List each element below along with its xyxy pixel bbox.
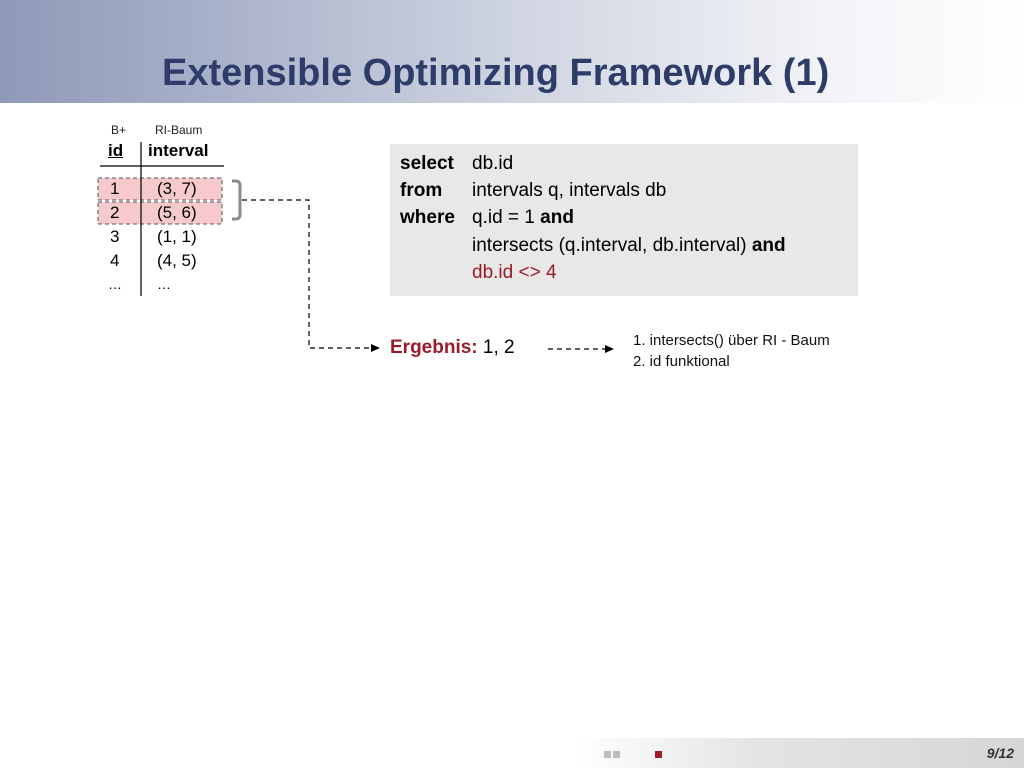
sql-from-line: [400, 180, 666, 202]
nav-dot-active-icon[interactable]: [655, 751, 662, 758]
select-value: db.id: [472, 153, 514, 174]
where-keyword: where: [400, 207, 455, 228]
notes-list: [633, 330, 830, 372]
index-label-bplus: B+: [111, 123, 127, 137]
sql-intersects-line: [472, 235, 786, 257]
page-number: 9/12: [986, 745, 1014, 761]
and-keyword-2: and: [751, 235, 786, 256]
from-value: intervals q, intervals db: [472, 180, 667, 201]
row-1-id: 1: [110, 179, 120, 198]
result-text: [390, 337, 515, 359]
result-label: Ergebnis:: [390, 337, 478, 358]
sql-select-line: [400, 153, 513, 175]
note-item: 2. id funktional: [633, 353, 730, 370]
row-1-interval: (3, 7): [157, 179, 197, 198]
row-4-interval: (4, 5): [157, 251, 197, 270]
row-2-id: 2: [110, 203, 120, 222]
sql-id-condition: db.id <> 4: [472, 262, 557, 283]
bracket-icon: [232, 181, 240, 219]
connector-to-result: [242, 200, 372, 348]
row-4-id: 4: [110, 251, 120, 270]
row-more-id: …: [108, 276, 122, 292]
where-value: q.id = 1: [472, 207, 535, 228]
sql-where-line: [400, 207, 574, 229]
index-label-ri-baum: RI-Baum: [155, 123, 203, 137]
select-keyword: select: [400, 153, 454, 174]
and-keyword: and: [540, 207, 574, 228]
nav-dot-icon[interactable]: [613, 751, 620, 758]
arrow-head-icon: [371, 344, 380, 352]
arrow-head-icon: [605, 345, 614, 353]
intersects-condition: intersects (q.interval, db.interval): [472, 235, 747, 256]
footer-bar: [575, 738, 1024, 768]
note-item: 1. intersects() über RI - Baum: [633, 332, 830, 349]
row-more-interval: …: [157, 276, 171, 292]
slide-title: Extensible Optimizing Framework (1): [162, 52, 830, 94]
nav-dot-icon[interactable]: [604, 751, 611, 758]
row-3-interval: (1, 1): [157, 227, 197, 246]
sql-query-box: [390, 144, 858, 296]
column-header-id: id: [108, 141, 124, 160]
column-header-interval: interval: [148, 141, 209, 160]
row-2-interval: (5, 6): [157, 203, 197, 222]
result-value: 1, 2: [482, 337, 515, 358]
row-3-id: 3: [110, 227, 120, 246]
from-keyword: from: [400, 180, 443, 201]
